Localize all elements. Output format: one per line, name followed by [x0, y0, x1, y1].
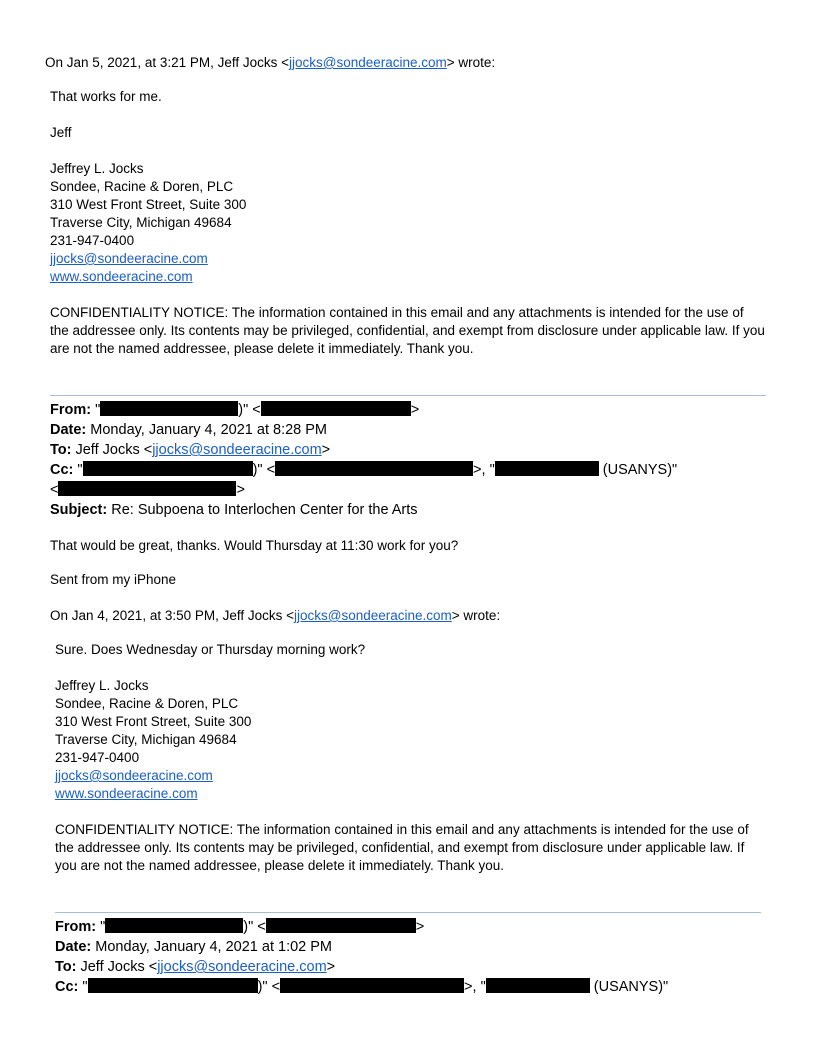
quoted-wrote-line [45, 54, 495, 72]
quote-prefix: On Jan 5, 2021, at 3:21 PM, Jeff Jocks < [45, 55, 290, 70]
redaction-box [83, 461, 253, 476]
from-label: From: [50, 402, 92, 418]
to-label: To: [50, 442, 72, 458]
sig-phone: 231-947-0400 [55, 750, 140, 765]
sig-phone: 231-947-0400 [50, 233, 135, 248]
to-email-link[interactable]: jjocks@sondeeracine.com [157, 959, 327, 975]
redaction-box [261, 401, 411, 416]
from-close: > [415, 919, 425, 935]
header-divider [50, 395, 766, 396]
sig-firm: Sondee, Racine & Doren, PLC [50, 179, 234, 194]
cc-mid: >, " [464, 979, 486, 995]
to-suffix: > [321, 442, 331, 458]
email-link[interactable]: jjocks@sondeeracine.com [289, 55, 447, 70]
message-body: Sure. Does Wednesday or Thursday morning work? [55, 642, 366, 657]
date-line [55, 937, 332, 957]
cc-usanys: (USANYS)" [589, 979, 669, 995]
to-email-link[interactable]: jjocks@sondeeracine.com [152, 442, 322, 458]
redaction-box [275, 461, 473, 476]
quote-suffix: > wrote: [446, 55, 496, 70]
to-line [50, 440, 330, 460]
quote-suffix: > wrote: [451, 608, 501, 623]
redaction-box [495, 461, 599, 476]
message-body: That works for me. [50, 89, 162, 104]
sig-email-link[interactable]: jjocks@sondeeracine.com [55, 768, 213, 783]
cc-line-continued [50, 480, 245, 500]
cc-line [50, 460, 677, 480]
confidentiality-notice: CONFIDENTIALITY NOTICE: The information contained in this email and any attachments is intended for the use of the addressee only. Its contents may be privileged, confidential, and exempt from disclosure under applicable law. If you are not the named addressee, please delete it immediately. Thank you. [50, 305, 765, 356]
to-line [55, 957, 335, 977]
to-suffix: > [326, 959, 336, 975]
cc-open: " [78, 979, 88, 995]
sig-web-link[interactable]: www.sondeeracine.com [55, 786, 198, 801]
date-label: Date: [50, 422, 87, 438]
from-line [50, 400, 419, 420]
sig-email-link[interactable]: jjocks@sondeeracine.com [50, 251, 208, 266]
header-divider [55, 912, 761, 913]
sig-street: 310 West Front Street, Suite 300 [55, 714, 252, 729]
date-value: Monday, January 4, 2021 at 8:28 PM [86, 422, 328, 438]
cc-label: Cc: [50, 462, 74, 478]
cc-mid: )" < [252, 462, 276, 478]
from-open: " [91, 402, 101, 418]
to-prefix: Jeff Jocks < [71, 442, 153, 458]
cc-label: Cc: [55, 979, 79, 995]
cc-open: < [50, 482, 59, 498]
redaction-box [280, 978, 464, 993]
date-value: Monday, January 4, 2021 at 1:02 PM [91, 939, 333, 955]
subject-label: Subject: [50, 502, 108, 518]
subject-line [50, 500, 418, 520]
to-label: To: [55, 959, 77, 975]
sent-from-line: Sent from my iPhone [50, 572, 177, 587]
email-link[interactable]: jjocks@sondeeracine.com [294, 608, 452, 623]
cc-open: " [73, 462, 83, 478]
sig-web-link[interactable]: www.sondeeracine.com [50, 269, 193, 284]
from-line [55, 917, 424, 937]
cc-mid: >, " [473, 462, 495, 478]
message-body: That would be great, thanks. Would Thursday at 11:30 work for you? [50, 538, 459, 553]
from-open: " [96, 919, 106, 935]
redaction-box [88, 978, 258, 993]
to-prefix: Jeff Jocks < [76, 959, 158, 975]
quoted-wrote-line [50, 607, 500, 625]
subject-value: Re: Subpoena to Interlochen Center for the Arts [107, 502, 418, 518]
cc-line [55, 977, 668, 997]
from-label: From: [55, 919, 97, 935]
quote-prefix: On Jan 4, 2021, at 3:50 PM, Jeff Jocks < [50, 608, 295, 623]
sig-city: Traverse City, Michigan 49684 [55, 732, 237, 747]
redaction-box [486, 978, 590, 993]
sig-name: Jeffrey L. Jocks [50, 161, 144, 176]
date-line [50, 420, 327, 440]
redaction-box [266, 918, 416, 933]
redaction-box [105, 918, 243, 933]
from-close: > [410, 402, 420, 418]
date-label: Date: [55, 939, 92, 955]
sig-name: Jeffrey L. Jocks [55, 678, 149, 693]
cc-usanys: (USANYS)" [598, 462, 678, 478]
sig-street: 310 West Front Street, Suite 300 [50, 197, 247, 212]
sig-city: Traverse City, Michigan 49684 [50, 215, 232, 230]
redaction-box [100, 401, 238, 416]
from-mid: )" < [243, 919, 266, 935]
from-mid: )" < [238, 402, 261, 418]
sig-firm: Sondee, Racine & Doren, PLC [55, 696, 239, 711]
confidentiality-notice: CONFIDENTIALITY NOTICE: The information contained in this email and any attachments is intended for the use of the addressee only. Its contents may be privileged, confidential, and exempt from disclosure under applicable law. If you are not the named addressee, please delete it immediately. Thank you. [55, 822, 749, 873]
redaction-box [58, 481, 236, 496]
cc-close: > [236, 482, 245, 498]
signoff: Jeff [50, 125, 72, 140]
cc-mid: )" < [257, 979, 281, 995]
